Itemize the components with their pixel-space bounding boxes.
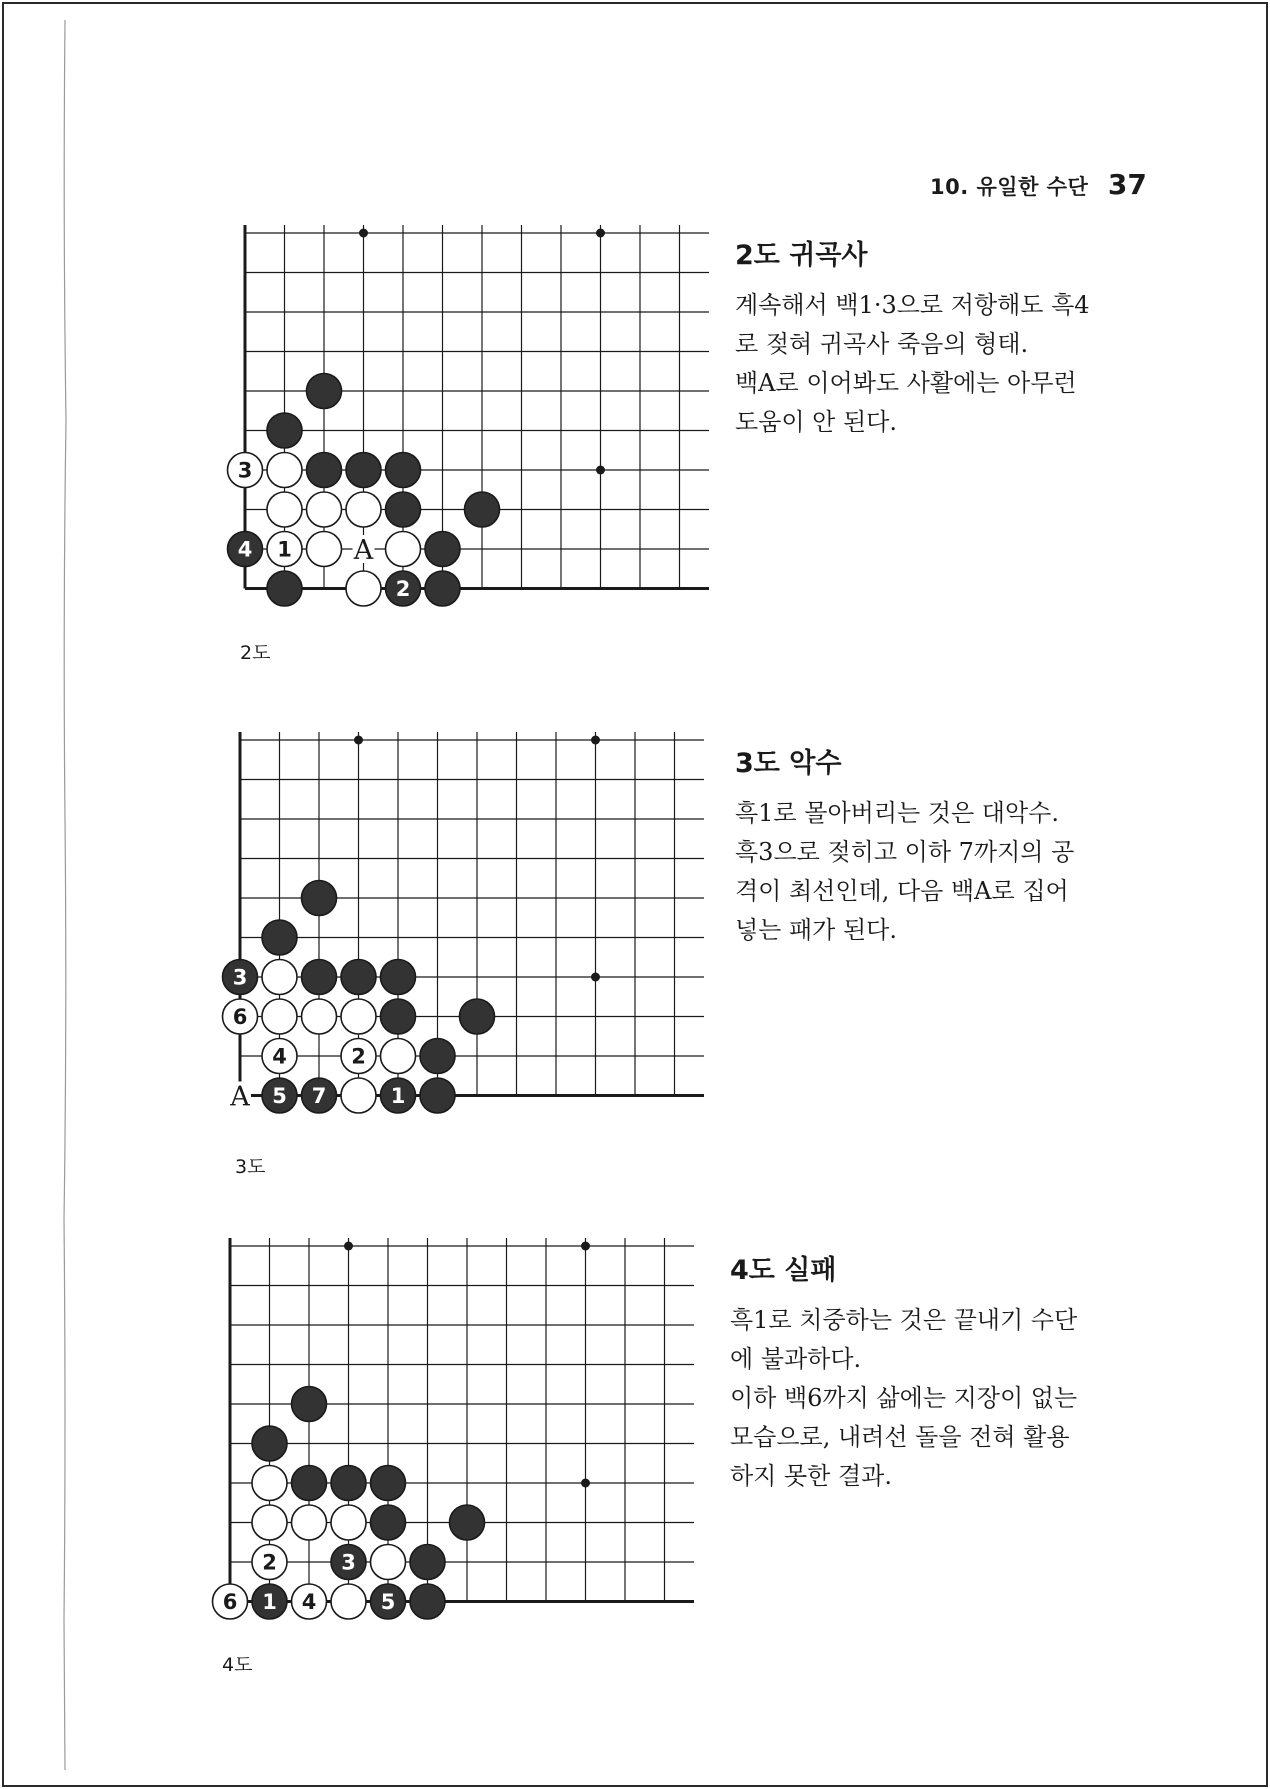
commentary-block — [730, 1248, 1150, 1496]
move-number: 5 — [272, 1084, 287, 1108]
commentary-title: 3도 악수 — [735, 748, 842, 779]
black-stone — [292, 1387, 327, 1422]
white-stone — [331, 1505, 366, 1540]
black-stone — [307, 374, 342, 409]
commentary-line: 흑3으로 젖히고 이하 7까지의 공 — [735, 838, 1075, 866]
commentary-title: 2도 귀곡사 — [735, 240, 868, 271]
running-header — [930, 168, 1147, 201]
black-stone — [262, 920, 297, 955]
commentary-title: 4도 실패 — [730, 1255, 837, 1286]
black-stone — [410, 1584, 445, 1619]
black-stone — [331, 1466, 366, 1501]
move-number: 1 — [390, 1084, 406, 1108]
star-point — [581, 1242, 590, 1251]
commentary-line: 에 불과하다. — [730, 1345, 862, 1373]
commentary-line: 흑1로 치중하는 것은 끝내기 수단 — [730, 1306, 1078, 1334]
commentary-block — [735, 741, 1155, 950]
point-label: A — [353, 535, 374, 566]
white-stone — [341, 1078, 376, 1113]
black-stone — [450, 1505, 485, 1540]
board-grid — [230, 1238, 694, 1602]
commentary-line: 도움이 안 된다. — [735, 408, 897, 436]
move-number: 7 — [311, 1084, 327, 1108]
star-point — [596, 466, 605, 475]
go-board-diagram-4 — [200, 1238, 680, 1638]
black-stone — [460, 999, 495, 1034]
go-board-diagram-3 — [210, 732, 690, 1132]
go-board-diagram-2 — [215, 225, 695, 625]
black-stone — [371, 1505, 406, 1540]
black-stone — [386, 492, 421, 527]
move-number: 4 — [237, 537, 253, 562]
move-number: 2 — [262, 1550, 277, 1575]
figure-caption: 3도 — [235, 1156, 266, 1178]
commentary-line: 흑1로 몰아버리는 것은 대악수. — [735, 799, 1059, 827]
move-number: 2 — [351, 1044, 366, 1069]
black-stone — [420, 1039, 455, 1074]
black-stone — [267, 413, 302, 448]
black-stone — [425, 571, 460, 606]
commentary-line: 모습으로, 내려선 돌을 전혀 활용 — [730, 1423, 1070, 1451]
black-stone — [346, 453, 381, 488]
figure-caption: 4도 — [222, 1654, 253, 1676]
white-stone — [292, 1505, 327, 1540]
move-number: 4 — [301, 1590, 317, 1614]
star-point — [354, 736, 363, 745]
commentary-block — [735, 233, 1155, 442]
black-stone — [381, 960, 416, 995]
white-stone — [381, 1039, 416, 1074]
commentary-line: 로 젖혀 귀곡사 죽음의 형태. — [735, 330, 1029, 358]
commentary-line: 이하 백6까지 삶에는 지장이 없는 — [730, 1384, 1078, 1412]
white-stone — [346, 571, 381, 606]
black-stone — [302, 881, 337, 916]
move-number: 5 — [380, 1590, 396, 1614]
white-stone — [267, 453, 302, 488]
black-stone — [465, 492, 500, 527]
commentary-line: 격이 최선인데, 다음 백A로 집어 — [735, 877, 1069, 905]
move-number: 1 — [262, 1590, 277, 1614]
star-point — [596, 229, 605, 238]
white-stone — [371, 1545, 406, 1580]
move-number: 3 — [341, 1550, 356, 1575]
white-stone — [267, 492, 302, 527]
white-stone — [252, 1466, 287, 1501]
black-stone — [302, 960, 337, 995]
white-stone — [307, 532, 342, 567]
black-stone — [420, 1078, 455, 1113]
binding-edge — [60, 20, 70, 1770]
chapter-title: 10. 유일한 수단 — [930, 175, 1089, 199]
white-stone — [302, 999, 337, 1034]
white-stone — [262, 960, 297, 995]
white-stone — [386, 532, 421, 567]
board-grid — [240, 732, 704, 1096]
move-number: 2 — [395, 577, 411, 601]
star-point — [581, 1479, 590, 1488]
commentary-line: 계속해서 백1·3으로 저항해도 흑4 — [735, 291, 1090, 319]
black-stone — [410, 1545, 445, 1580]
black-stone — [292, 1466, 327, 1501]
white-stone — [262, 999, 297, 1034]
point-label: A — [230, 1081, 250, 1113]
black-stone — [267, 571, 302, 606]
move-number: 3 — [237, 458, 253, 483]
white-stone — [341, 999, 376, 1034]
commentary-line: 하지 못한 결과. — [730, 1462, 892, 1490]
move-number: 6 — [232, 1005, 248, 1029]
white-stone — [346, 492, 381, 527]
black-stone — [341, 960, 376, 995]
move-number: 6 — [222, 1590, 238, 1614]
move-number: 3 — [232, 965, 248, 990]
star-point — [344, 1242, 353, 1251]
figure-caption: 2도 — [240, 642, 271, 664]
star-point — [359, 229, 368, 238]
white-stone — [307, 492, 342, 527]
move-number: 1 — [277, 537, 292, 562]
white-stone — [252, 1505, 287, 1540]
star-point — [591, 736, 600, 745]
black-stone — [381, 999, 416, 1034]
white-stone — [331, 1584, 366, 1619]
black-stone — [371, 1466, 406, 1501]
commentary-line: 넣는 패가 된다. — [735, 916, 897, 944]
commentary-line: 백A로 이어봐도 사활에는 아무런 — [735, 369, 1077, 397]
move-number: 4 — [272, 1044, 287, 1069]
star-point — [591, 973, 600, 982]
black-stone — [425, 532, 460, 567]
page-number: 37 — [1107, 168, 1147, 201]
black-stone — [386, 453, 421, 488]
black-stone — [307, 453, 342, 488]
black-stone — [252, 1426, 287, 1461]
